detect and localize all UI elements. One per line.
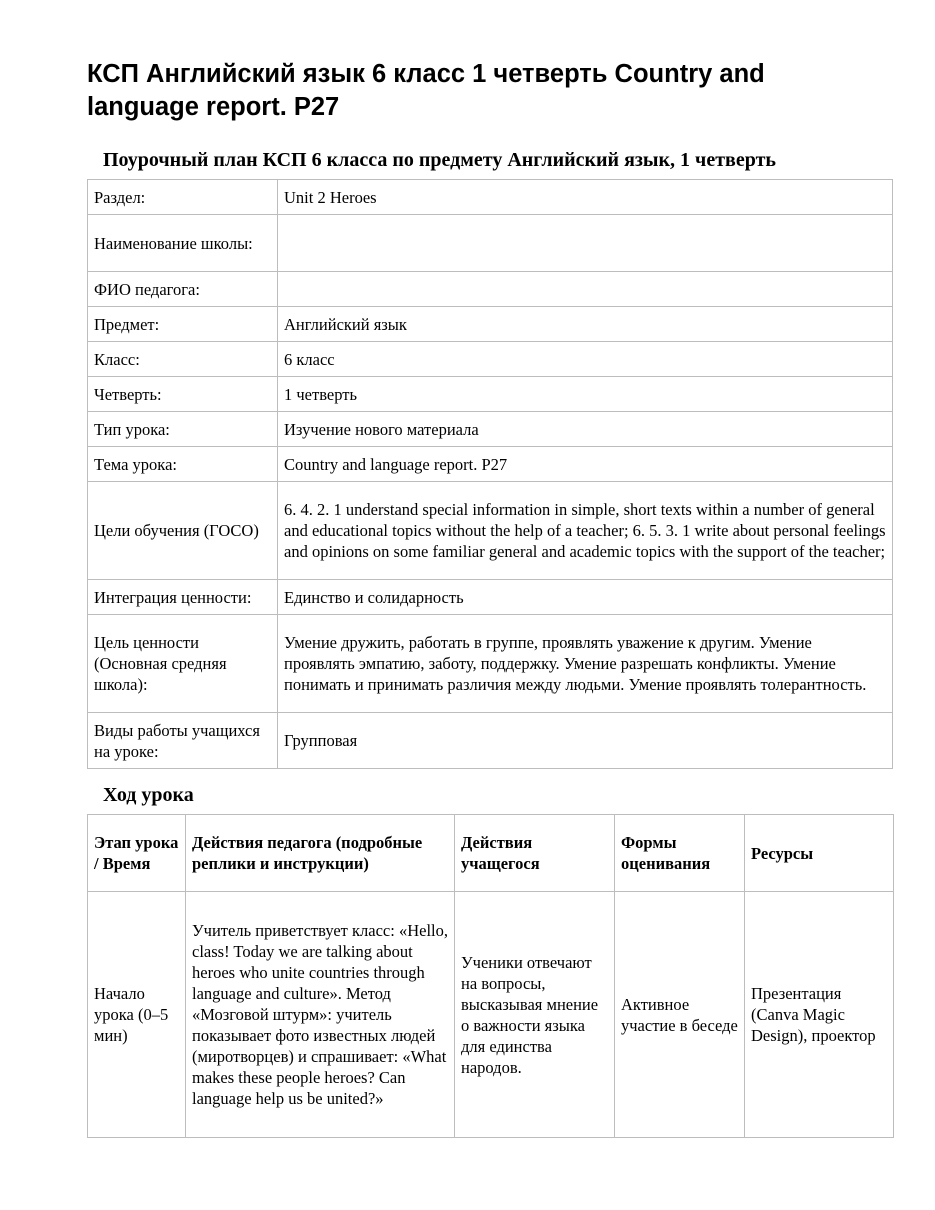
column-header: Действия учащегося [455, 815, 615, 892]
row-label: Цель ценности (Основная средняя школа): [88, 615, 278, 713]
lesson-heading: Ход урока [103, 784, 194, 806]
row-value: Country and language report. P27 [278, 447, 893, 482]
table-row [88, 713, 893, 769]
student-actions-cell: Ученики отвечают на вопросы, высказывая мнение о важности языка для единства народов. [455, 892, 615, 1138]
table-row [88, 412, 893, 447]
row-value [278, 272, 893, 307]
row-label: ФИО педагога: [88, 272, 278, 307]
table-row [88, 892, 894, 1138]
row-label: Раздел: [88, 180, 278, 215]
plan-heading: Поурочный план КСП 6 класса по предмету Английский язык, 1 четверть [103, 149, 776, 171]
column-header: Этап урока / Время [88, 815, 186, 892]
table-row [88, 215, 893, 272]
stage-cell: Начало урока (0–5 мин) [88, 892, 186, 1138]
column-header: Ресурсы [745, 815, 894, 892]
table-row [88, 342, 893, 377]
table-row [88, 482, 893, 580]
row-value: Групповая [278, 713, 893, 769]
row-value: Изучение нового материала [278, 412, 893, 447]
table-row [88, 447, 893, 482]
row-label: Предмет: [88, 307, 278, 342]
table-row [88, 272, 893, 307]
table-row [88, 580, 893, 615]
row-label: Класс: [88, 342, 278, 377]
row-label: Наименование школы: [88, 215, 278, 272]
row-value: 6. 4. 2. 1 understand special information in simple, short texts within a number of general and educational topics without the help of a teacher; 6. 5. 3. 1 write about personal feelings and opinions on some familiar general and academic topics with the support of the teacher; [278, 482, 893, 580]
teacher-actions-cell: Учитель приветствует класс: «Hello, class! Today we are talking about heroes who unite countries through language and culture». Метод «Мозговой штурм»: учитель показывает фото известных людей (миротворцев) и спрашивает: «What makes these people heroes? Can language help us be united?» [186, 892, 455, 1138]
table-row [88, 615, 893, 713]
table-row [88, 180, 893, 215]
lesson-flow-table [87, 814, 894, 1138]
table-header-row [88, 815, 894, 892]
row-label: Тип урока: [88, 412, 278, 447]
row-label: Интеграция ценности: [88, 580, 278, 615]
lesson-info-table [87, 179, 893, 769]
column-header: Действия педагога (подробные реплики и инструкции) [186, 815, 455, 892]
column-header: Формы оценивания [615, 815, 745, 892]
assessment-cell: Активное участие в беседе [615, 892, 745, 1138]
row-value: Единство и солидарность [278, 580, 893, 615]
table-row [88, 307, 893, 342]
row-label: Тема урока: [88, 447, 278, 482]
row-value [278, 215, 893, 272]
page-title: КСП Английский язык 6 класс 1 четверть Country and language report. P27 [87, 60, 765, 121]
row-value: Unit 2 Heroes [278, 180, 893, 215]
row-value: Умение дружить, работать в группе, проявлять уважение к другим. Умение проявлять эмпатию, заботу, поддержку. Умение разрешать конфликты. Умение понимать и принимать различия между людьми. Умение проявлять толерантность. [278, 615, 893, 713]
row-value: 6 класс [278, 342, 893, 377]
row-value: 1 четверть [278, 377, 893, 412]
table-row [88, 377, 893, 412]
resources-cell: Презентация (Canva Magic Design), проектор [745, 892, 894, 1138]
row-label: Виды работы учащихся на уроке: [88, 713, 278, 769]
row-label: Цели обучения (ГОСО) [88, 482, 278, 580]
row-label: Четверть: [88, 377, 278, 412]
row-value: Английский язык [278, 307, 893, 342]
